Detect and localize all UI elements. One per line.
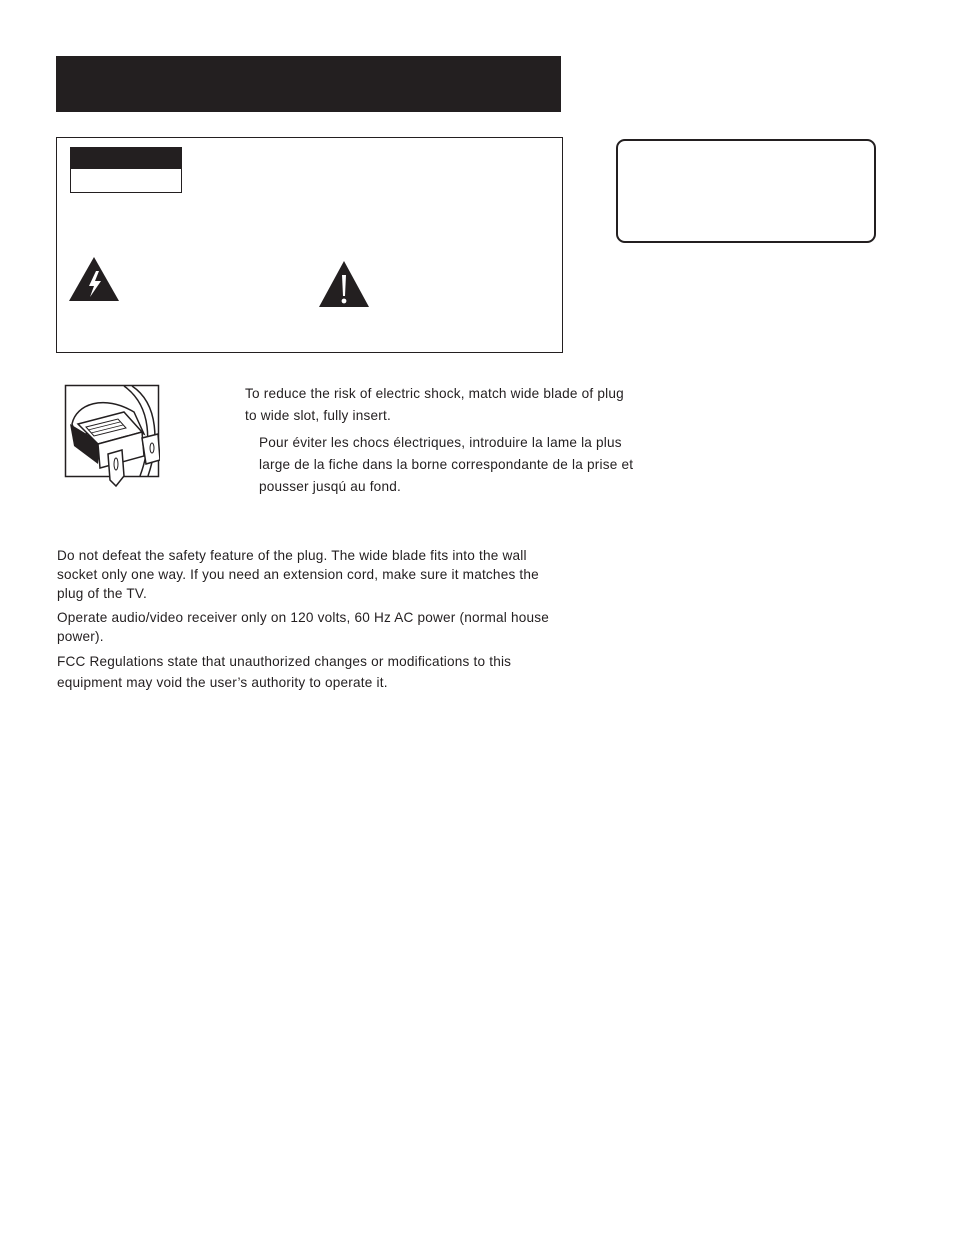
exclamation-triangle-icon (318, 260, 370, 308)
plug-warning-english: To reduce the risk of electric shock, match wide blade of plug to wide slot, fully insert. (245, 386, 624, 423)
note-paragraph: FCC Regulations state that unauthorized changes or modifications to this equipment may void the user’s authority to operate it. (57, 654, 512, 690)
header-bar (56, 56, 561, 112)
side-note-box (616, 139, 876, 243)
warning-box (56, 137, 563, 353)
note-paragraph: Operate audio/video receiver only on 120 volts, 60 Hz AC power (normal house power). (57, 610, 549, 644)
plug-warning-french: Pour éviter les chocs électriques, introduire la lame la plus large de la fiche dans la borne correspondante de la prise et pousser jusqú au fond. (259, 435, 634, 494)
note-paragraph: Do not defeat the safety feature of the plug. The wide blade fits into the wall socket only one way. If you need an extension cord, make sure it matches the plug of the TV. (57, 548, 539, 601)
lightning-bolt-triangle-icon (68, 256, 120, 302)
caution-label-band (71, 148, 181, 169)
polarized-plug-icon (64, 384, 160, 488)
caution-label (70, 147, 182, 193)
